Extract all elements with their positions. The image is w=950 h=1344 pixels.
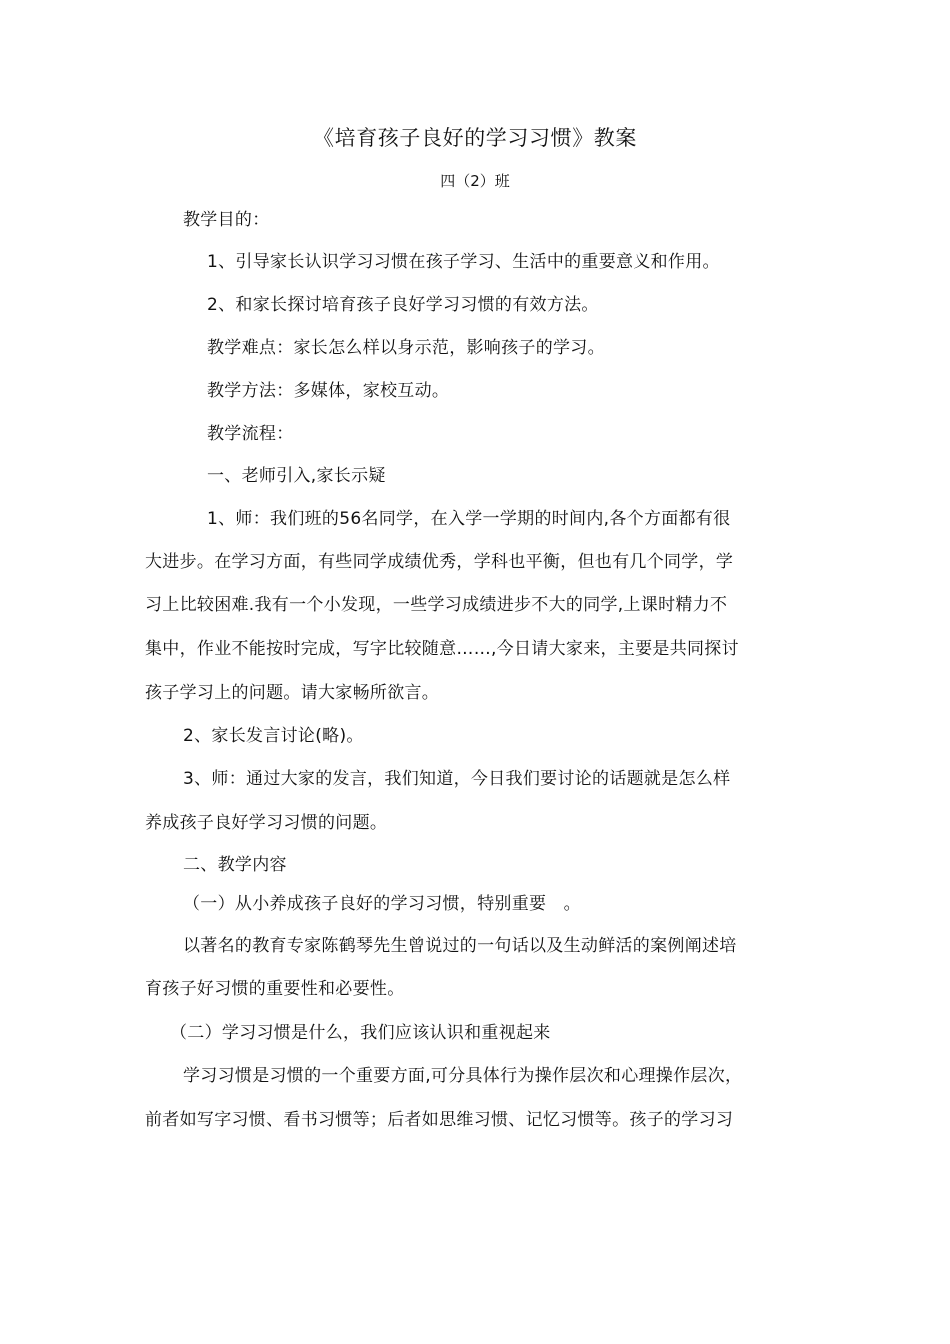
paragraph-line: 1、师：我们班的56名同学，在入学一学期的时间内,各个方面都有很	[207, 509, 731, 529]
paragraph-line: 3、师：通过大家的发言，我们知道，今日我们要讨论的话题就是怎么样	[183, 769, 731, 789]
section-heading-teaching-goals: 教学目的：	[183, 210, 270, 230]
paragraph-line: 以著名的教育专家陈鹤琴先生曾说过的一句话以及生动鲜活的案例阐述培	[183, 936, 737, 956]
paragraph-line: 养成孩子良好学习习惯的问题。	[145, 813, 388, 833]
goal-item-1: 1、引导家长认识学习习惯在孩子学习、生活中的重要意义和作用。	[207, 252, 720, 272]
teaching-method: 教学方法：多媒体，家校互动。	[207, 381, 450, 401]
paragraph-line: 集中，作业不能按时完成，写字比较随意……,今日请大家来，主要是共同探讨	[145, 639, 739, 659]
paragraph-line: 大进步。在学习方面，有些同学成绩优秀，学科也平衡，但也有几个同学，学	[145, 552, 734, 572]
subsection-heading-2: （二）学习习惯是什么，我们应该认识和重视起来	[170, 1023, 551, 1043]
paragraph-line: 习上比较困难.我有一个小发现，一些学习成绩进步不大的同学,上课时精力不	[145, 595, 728, 615]
paragraph-line: 前者如写字习惯、看书习惯等；后者如思维习惯、记忆习惯等。孩子的学习习	[145, 1110, 734, 1130]
document-title: 《培育孩子良好的学习习惯》教案	[313, 126, 637, 150]
section-two-heading: 二、教学内容	[183, 855, 287, 875]
teaching-difficulty: 教学难点：家长怎么样以身示范，影响孩子的学习。	[207, 338, 605, 358]
teaching-process-heading: 教学流程：	[207, 424, 294, 444]
paragraph-line: 育孩子好习惯的重要性和必要性。	[145, 979, 405, 999]
subsection-heading-1: （一）从小养成孩子良好的学习习惯，特别重要 。	[183, 894, 581, 914]
goal-item-2: 2、和家长探讨培育孩子良好学习习惯的有效方法。	[207, 295, 599, 315]
paragraph-line: 2、家长发言讨论(略)。	[183, 726, 364, 746]
paragraph-line: 孩子学习上的问题。请大家畅所欲言。	[145, 683, 440, 703]
class-label: 四（2）班	[440, 172, 510, 190]
section-one-heading: 一、老师引入,家长示疑	[207, 466, 386, 486]
paragraph-line: 学习习惯是习惯的一个重要方面,可分具体行为操作层次和心理操作层次，	[183, 1066, 743, 1086]
